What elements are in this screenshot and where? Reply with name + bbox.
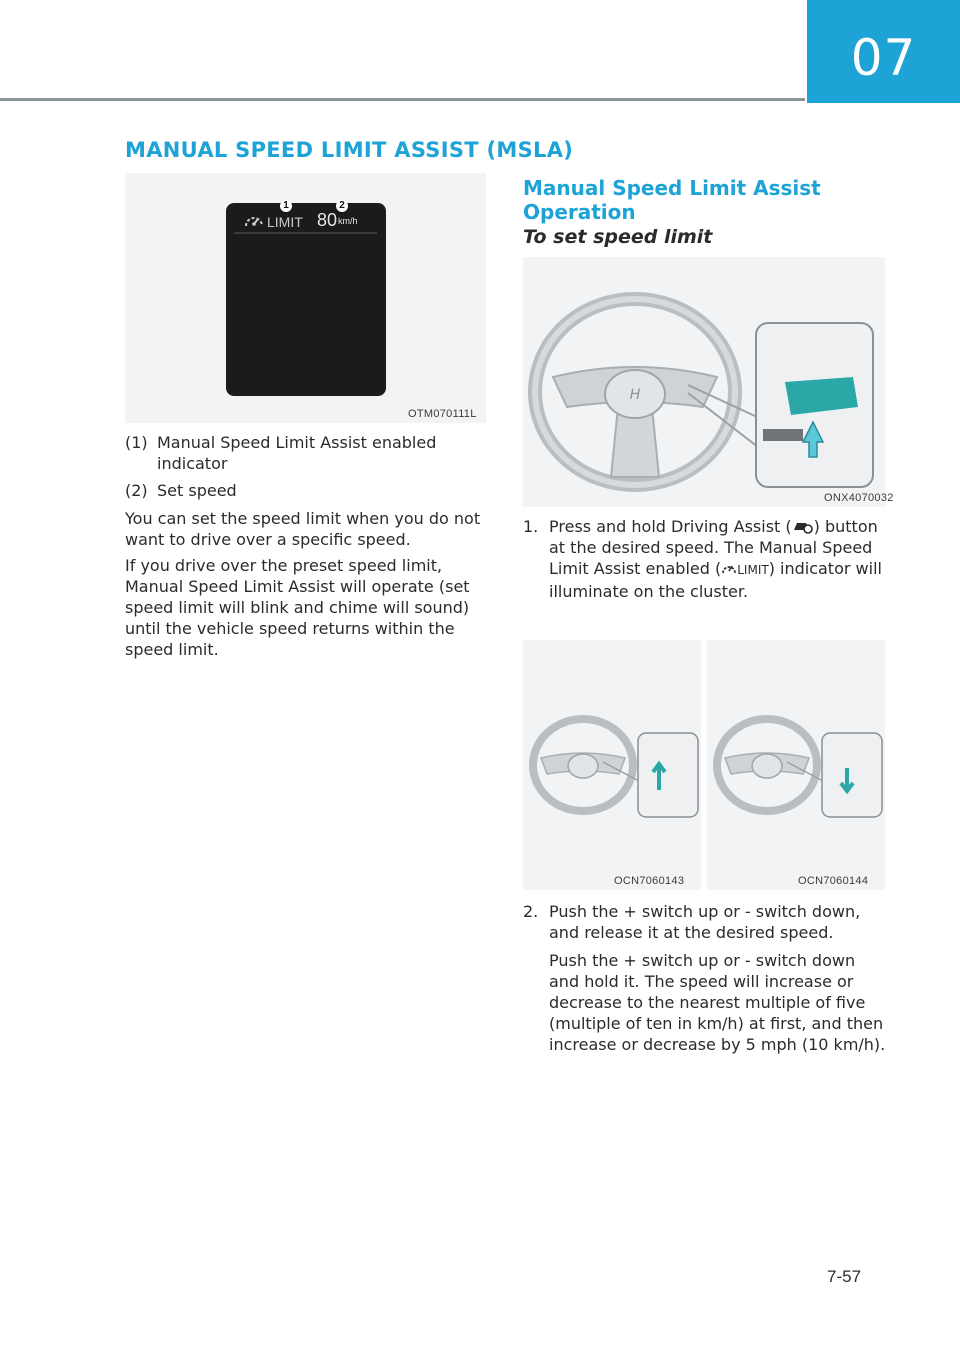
header-rule xyxy=(0,98,805,101)
step-1-text xyxy=(549,516,884,602)
steering-wheel-illustration xyxy=(523,257,885,507)
set-speed-value: 80 xyxy=(317,210,338,230)
figure-code: ONX4070032 xyxy=(824,492,894,504)
legend-text-2: Set speed xyxy=(157,481,237,500)
callout-1: 1 xyxy=(280,200,292,212)
step-number: 2. xyxy=(523,902,539,921)
step-1-part-3: ) indicator will illuminate on the cluster. xyxy=(549,559,882,601)
section-title: MANUAL SPEED LIMIT ASSIST (MSLA) xyxy=(125,138,574,162)
step-1-part-2: ) button at the desired speed. The Manual Speed Limit Assist enabled ( xyxy=(549,517,878,578)
figure-code: OTM070111L xyxy=(408,408,477,420)
step-1-part-1: Press and hold Driving Assist ( xyxy=(549,517,792,536)
switch-down-illustration xyxy=(707,640,885,890)
figure-code: OCN7060144 xyxy=(798,875,869,887)
legend-text-1: Manual Speed Limit Assist enabled indicator xyxy=(157,433,437,473)
chapter-number: 07 xyxy=(850,29,917,87)
subsection-subheading: To set speed limit xyxy=(523,226,713,248)
paragraph: You can set the speed limit when you do not want to drive over a specific speed. xyxy=(125,509,481,549)
speed-unit: km/h xyxy=(338,216,358,226)
legend-num-2: (2) xyxy=(125,481,148,500)
subsection-heading: Manual Speed Limit Assist Operation xyxy=(523,176,821,224)
step-number: 1. xyxy=(523,517,539,536)
cluster-divider xyxy=(234,232,377,234)
speed-limit-indicator-icon xyxy=(721,560,737,576)
page-number: 7-57 xyxy=(827,1267,862,1286)
step-2-detail: Push the + switch up or - switch down and hold it. The speed will increase or decrease to the nearest multiple of five (multiple of ten in km/h) at first, and then increase or decrease by 5 mph (10 km/h). xyxy=(549,951,886,1054)
switch-up-illustration xyxy=(523,640,701,890)
driving-assist-icon xyxy=(792,518,814,534)
speed-limit-icon xyxy=(243,211,265,231)
legend-num-1: (1) xyxy=(125,433,148,452)
step-2-text: Push the + switch up or - switch down, and release it at the desired speed. xyxy=(549,902,861,942)
svg-text:H: H xyxy=(629,387,641,403)
limit-label: LIMIT xyxy=(267,214,303,230)
limit-label-inline: LIMIT xyxy=(737,563,769,577)
paragraph: If you drive over the preset speed limit, Manual Speed Limit Assist will operate (set speed limit will blink and chime will sound) until the vehicle speed returns within the speed limit. xyxy=(125,556,470,659)
callout-2: 2 xyxy=(336,200,348,212)
figure-code: OCN7060143 xyxy=(614,875,685,887)
